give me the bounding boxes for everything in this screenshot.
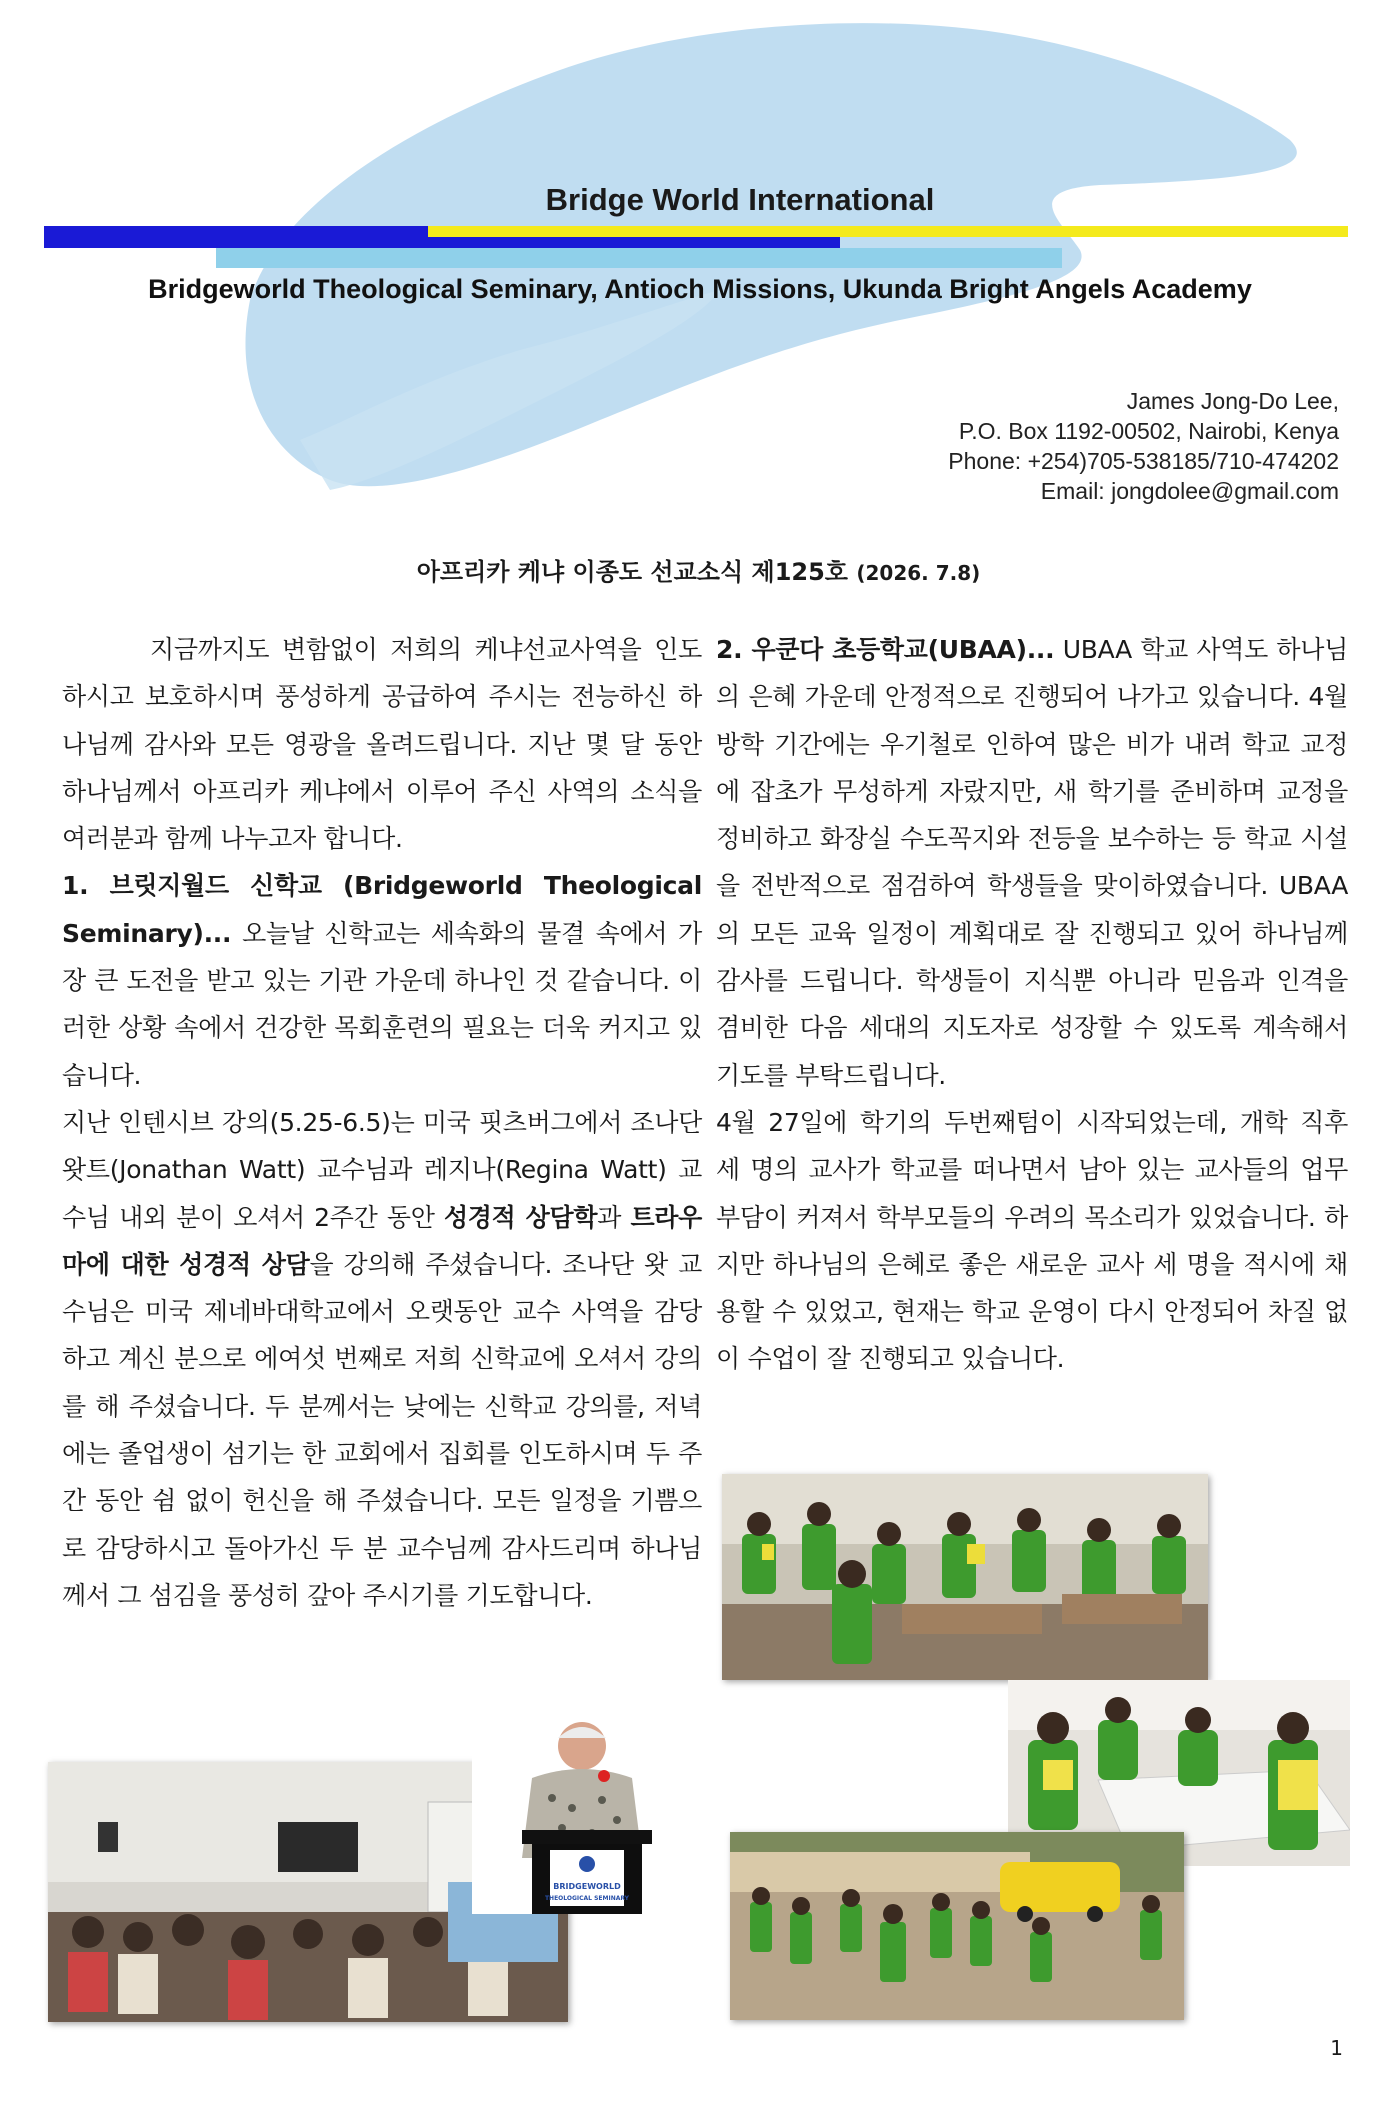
- contact-block: [948, 386, 1339, 506]
- section2-heading: 2. 우쿤다 초등학교(UBAA)...: [716, 635, 1055, 664]
- newsletter-heading: [0, 552, 1397, 587]
- section1-p2-text-b: 과: [597, 1202, 631, 1232]
- section1-heading: 1. 브릿지월드 신학교 (Bridgeworld Theological Seminary)...: [62, 871, 702, 948]
- bold-trauma-counseling: 트라우마에 대한 성경적 상담: [62, 1202, 702, 1279]
- section1-p2-text-c: 을 강의해 주셨습니다. 조나단 왓 교수님은 미국 제네바대학교에서 오랫동안 교수 사역을 감당하고 계신 분으로 에여섯 번째로 저희 신학교에 오셔서 강의를 해 주셨습니다. 두 분께서는 낮에는 신학교 강의를, 저녁에는 졸업생이 섬기는 한 교회에서 집회를 인도하시며 두 주간 동안 쉼 없이 헌신을 해 주셨습니다. 모든 일정을 기쁨으로 감당하시고 돌아가신 두 분 교수님께 감사드리며 하나님께서 그 섬김을 풍성히 갚아 주시기를 기도합니다.: [62, 1249, 702, 1610]
- bold-biblical-counseling: 성경적 상담학: [443, 1202, 598, 1232]
- intro-paragraph: 지금까지도 변함없이 저희의 케냐선교사역을 인도하시고 보호하시며 풍성하게 공급하여 주시는 전능하신 하나님께 감사와 모든 영광을 올려드립니다. 지난 몇 달 동안 하나님께서 아프리카 케냐에서 이루어 주신 사역의 소식을 여러분과 함께 나누고자 합니다.: [62, 635, 702, 854]
- page-number: 1: [1330, 2036, 1343, 2060]
- schoolyard-photo: [730, 1832, 1184, 2020]
- light-blue-bar: [216, 248, 1062, 268]
- newsletter-date: (2026. 7.8): [856, 561, 981, 585]
- right-column: [716, 626, 1348, 1383]
- contact-email[interactable]: Email: jongdolee@gmail.com: [1040, 478, 1339, 504]
- contact-address: P.O. Box 1192-00502, Nairobi, Kenya: [958, 418, 1339, 444]
- section2-paragraph-2: 4월 27일에 학기의 두번째텀이 시작되었는데, 개학 직후 세 명의 교사가 학교를 떠나면서 남아 있는 교사들의 업무 부담이 커져서 학부모들의 우려의 목소리가 있었습니다. 하지만 하나님의 은혜로 좋은 새로운 교사 세 명을 적시에 채용할 수 있었고, 현재는 학교 운영이 다시 안정되어 차질 없이 수업이 잘 진행되고 있습니다.: [716, 1107, 1348, 1374]
- section1-paragraph-2: [62, 1099, 702, 1619]
- organization-name: Bridge World International: [545, 182, 935, 217]
- podium-text-1: BRIDGEWORLD: [553, 1882, 621, 1891]
- section1-text: 오늘날 신학교는 세속화의 물결 속에서 가장 큰 도전을 받고 있는 기관 가운데 하나인 것 같습니다. 이러한 상황 속에서 건강한 목회훈련의 필요는 더욱 커지고 있습니다.: [62, 918, 702, 1090]
- podium-text-2: THEOLOGICAL SEMINARY: [544, 1895, 630, 1902]
- section1-p2-text-a: 지난 인텐시브 강의(5.25-6.5)는 미국 핏츠버그에서 조나단 왓트(Jonathan Watt) 교수님과 레지나(Regina Watt) 교수님 내외 분이 오셔서 2주간 동안: [62, 1107, 702, 1232]
- left-column: [62, 626, 702, 1619]
- section1-paragraph: [62, 862, 702, 1098]
- professor-podium-photo: [472, 1708, 694, 1914]
- ministries-subtitle: Bridgeworld Theological Seminary, Antioch Missions, Ukunda Bright Angels Academy: [148, 274, 1252, 304]
- yellow-bar: [428, 226, 1348, 237]
- contact-phone: Phone: +254)705-538185/710-474202: [948, 448, 1339, 474]
- section2-text: UBAA 학교 사역도 하나님의 은혜 가운데 안정적으로 진행되어 나가고 있습니다. 4월 방학 기간에는 우기철로 인하여 많은 비가 내려 학교 교정에 잡초가 무성하게 자랐지만, 새 학기를 준비하며 교정을 정비하고 화장실 수도꼭지와 전등을 보수하는 등 학교 시설을 전반적으로 점검하여 학생들을 맞이하였습니다. UBAA의 모든 교육 일정이 계획대로 잘 진행되고 있어 하나님께 감사를 드립니다. 학생들이 지식뿐 아니라 믿음과 인격을 겸비한 다음 세대의 지도자로 성장할 수 있도록 계속해서 기도를 부탁드립니다.: [716, 635, 1348, 1090]
- section2-paragraph: [716, 626, 1348, 1099]
- newsletter-title: 아프리카 케냐 이종도 선교소식 제125호: [416, 558, 848, 586]
- ubaa-classroom-photo: [722, 1474, 1208, 1680]
- contact-name: James Jong-Do Lee,: [1126, 388, 1339, 414]
